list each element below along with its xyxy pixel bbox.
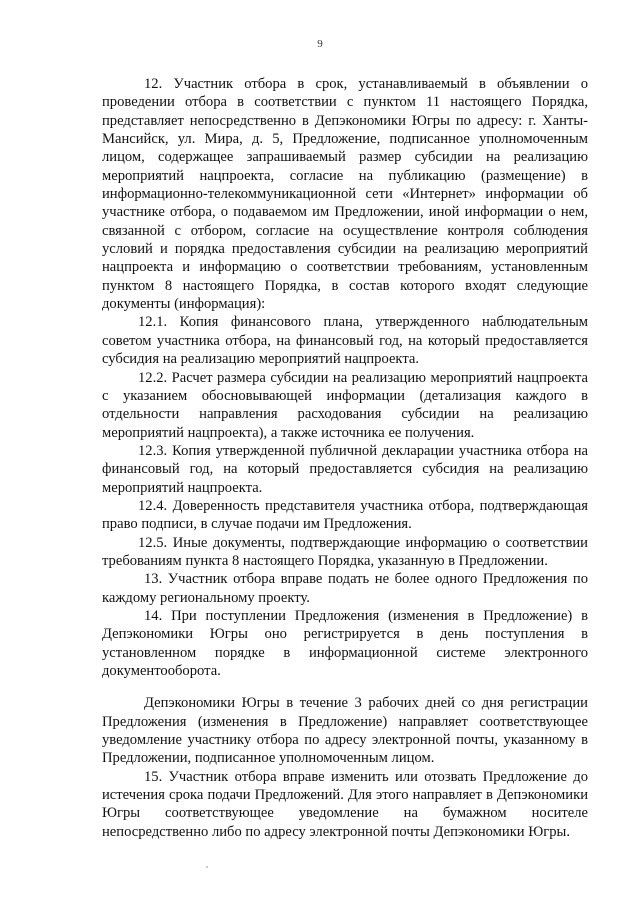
paragraph-15: 15. Участник отбора вправе изменить или отозвать Предложение до истечения срока подачи Предложений. Для этого направляет в Депэкономики Югры соответствующее уведомление на бумажном носителе непосредственно либо по адресу электронной почты Депэкономики Югры. bbox=[102, 768, 588, 840]
paragraph-12-1: 12.1. Копия финансового плана, утвержденного наблюдательным советом участника отбора, на финансовый год, на который предоставляется субсидия на реализацию мероприятий нацпроекта. bbox=[102, 314, 588, 368]
document-body bbox=[102, 75, 588, 841]
page-number: 9 bbox=[317, 38, 323, 50]
paragraph-12-5: 12.5. Иные документы, подтверждающие информацию о соответствии требованиям пункта 8 настоящего Порядка, указанную в Предложении. bbox=[102, 534, 588, 569]
paragraph-12: 12. Участник отбора в срок, устанавливаемый в объявлении о проведении отбора в соответствии с пунктом 11 настоящего Порядка, представляет непосредственно в Депэкономики Югры по адресу: г. Ханты-Мансийск, ул. Мира, д. 5, Предложение, подписанное уполномоченным лицом, содержащее запрашиваемый размер субсидии на реализацию мероприятий нацпроекта, согласие на публикацию (размещение) в информационно-телекоммуникационной сети «Интернет» информации об участнике отбора, о подаваемом им Предложении, иной информации о нем, связанной с отбором, согласие на осуществление контроля соблюдения условий и порядка предоставления субсидии на реализацию мероприятий нацпроекта и информацию о соответствии требованиям, установленным пунктом 8 настоящего Порядка, в состав которого входят следующие документы (информация): bbox=[102, 76, 588, 313]
paragraph-spacer bbox=[102, 680, 588, 694]
paragraph-12-4: 12.4. Доверенность представителя участника отбора, подтверждающая право подписи, в случае подачи им Предложения. bbox=[102, 497, 588, 533]
paragraph-12-3: 12.3. Копия утвержденной публичной декларации участника отбора на финансовый год, на который предоставляется субсидия на реализацию мероприятий нацпроекта. bbox=[102, 442, 588, 496]
paragraph-12-2: 12.2. Расчет размера субсидии на реализацию мероприятий нацпроекта с указанием обосновывающей информации (детализация каждого в отдельности направления расходования субсидии на реализацию мероприятий нацпроекта), а также источника ее получения. bbox=[102, 369, 588, 441]
paragraph-14-notice: Депэкономики Югры в течение 3 рабочих дней со дня регистрации Предложения (изменения в Предложение) направляет соответствующее уведомление участнику отбора по адресу электронной почты, указанному в Предложении, подписанное уполномоченным лицом. bbox=[102, 695, 588, 767]
paragraph-14: 14. При поступлении Предложения (изменения в Предложение) в Депэкономики Югры оно регистрируется в день поступления в установленном порядке в информационной системе электронного документооборота. bbox=[102, 607, 588, 679]
scan-speck bbox=[206, 866, 208, 868]
paragraph-13: 13. Участник отбора вправе подать не более одного Предложения по каждому региональному проекту. bbox=[102, 571, 588, 606]
